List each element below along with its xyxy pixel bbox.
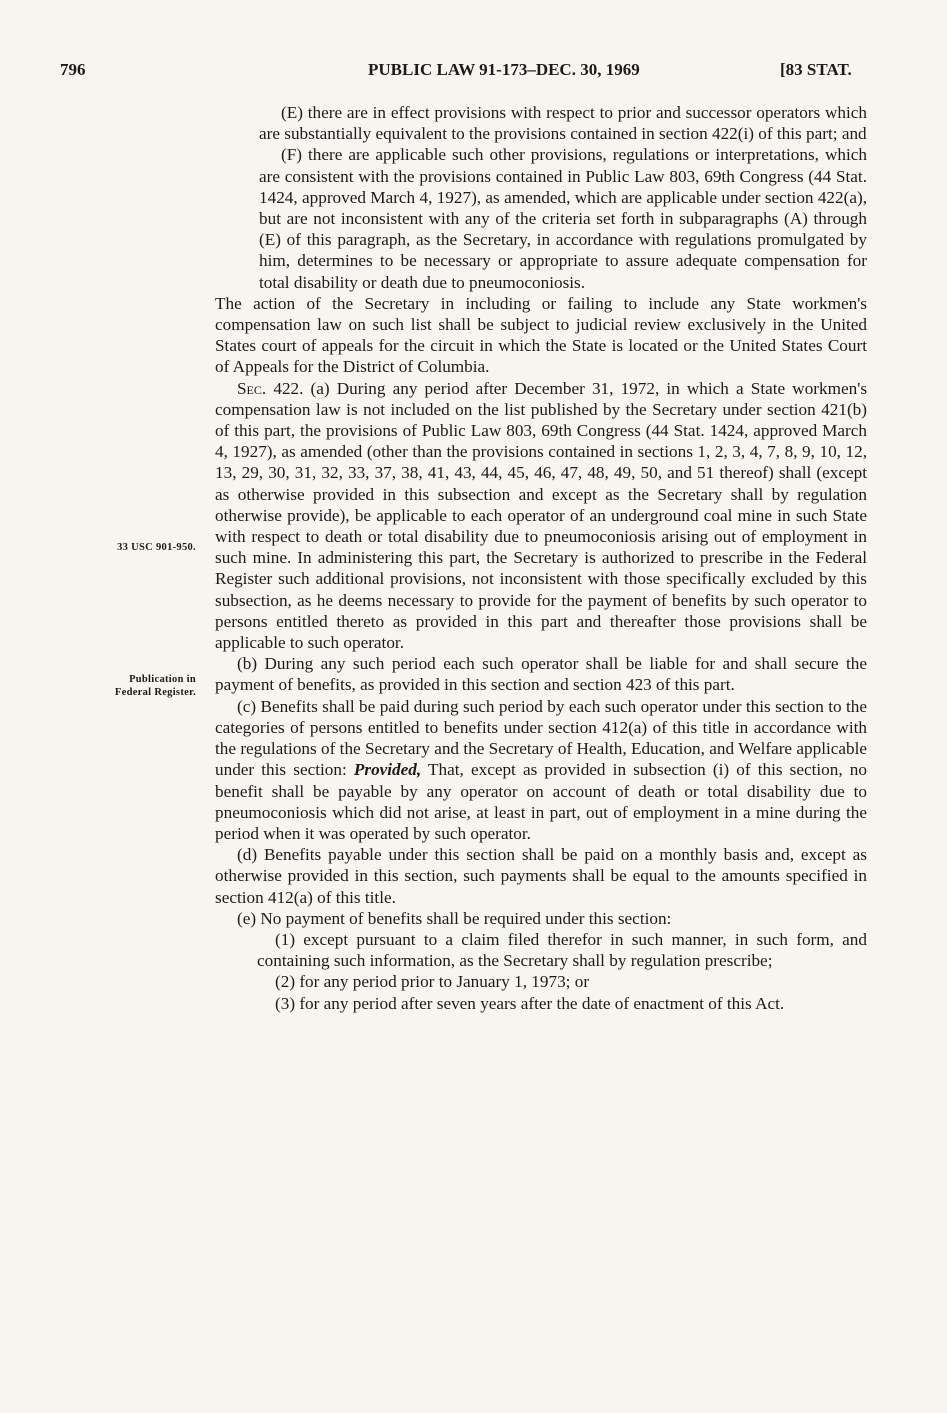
subsection-b: (b) During any such period each such operator shall be liable for and shall secure the payment of benefits, as provided in this section and section 423 of this part. <box>215 654 867 695</box>
subsection-e: (e) No payment of benefits shall be required under this section: <box>237 908 672 928</box>
page-header <box>0 60 947 84</box>
item-2: (2) for any period prior to January 1, 1973; or <box>275 972 590 992</box>
section-422a: Sec. 422. (a) During any period after December 31, 1972, in which a State workmen's compensation law is not included on the list published by the Secretary under section 421(b) of this part, the provisions of Public Law 803, 69th Congress (44 Stat. 1424, approved March 4, 1927), as amended (other than the provisions contained in sections 1, 2, 3, 4, 7, 8, 9, 10, 12, 13, 29, 30, 31, 32, 33, 37, 38, 41, 43, 44, 45, 46, 47, 48, 49, 50, and 51 thereof) shall (except as otherwise provided in this subsection and except as the Secretary shall by regulation otherwise provide), be applicable to each operator of an underground coal mine in such State with respect to death or total disability due to pneumoconiosis arising out of employment in such mine. In administering this part, the Secretary is authorized to prescribe in the Federal Register such additional provisions, not inconsistent with those specifically excluded by this subsection, as he deems necessary to provide for the payment of benefits by such operator to persons entitled thereto as provided in this part and thereafter those provisions shall be applicable to such operator. <box>215 378 868 653</box>
margin-note-publication: Publication in Federal Register. <box>114 674 196 698</box>
paragraph-e: (E) there are in effect provisions with respect to prior and successor operators which are substantially equivalent to the provisions contained in section 422(i) of this part; and <box>259 103 867 144</box>
page-number: 796 <box>60 60 86 79</box>
stat-reference: [83 STAT. <box>780 60 852 79</box>
action-paragraph: The action of the Secretary in including or failing to include any State workmen's compensation law on such list shall be subject to judicial review exclusively in the United States court of appeals for the circuit in which the State is located or the United States Court of Appeals for the District of Columbia. <box>215 293 867 377</box>
section-label: Sec. <box>237 378 267 398</box>
running-title: PUBLIC LAW 91-173–DEC. 30, 1969 <box>368 60 640 79</box>
item-3: (3) for any period after seven years after the date of enactment of this Act. <box>275 993 785 1013</box>
subsection-c: (c) Benefits shall be paid during such period by each such operator under this section to the categories of persons entitled to benefits under section 412(a) of this title in accordance with the regulations of the Secretary and the Secretary of Health, Education, and Welfare applicable under this section: Provided, That, except as provided in subsection (i) of this section, no benefit shall be payable by any operator on account of death or total disability due to pneumoconiosis which did not arise, at least in part, out of employment in a mine during the period when it was operated by such operator. <box>215 696 867 843</box>
document-body <box>215 102 867 1014</box>
paragraph-f: (F) there are applicable such other provisions, regulations or interpretations, which are consistent with the provisions contained in Public Law 803, 69th Congress (44 Stat. 1424, approved March 4, 1927), as amended, which are applicable under section 422(a), but are not inconsistent with any of the criteria set forth in subparagraphs (A) through (E) of this paragraph, as the Secretary, in accordance with regulations promulgated by him, determines to be necessary or appropriate to assure adequate compensation for total disability or death due to pneumoconiosis. <box>259 145 867 292</box>
item-1: (1) except pursuant to a claim filed therefor in such manner, in such form, and containing such information, as the Secretary shall by regulation prescribe; <box>257 929 867 971</box>
margin-note-usc: 33 USC 901-950. <box>117 542 196 553</box>
subsection-d: (d) Benefits payable under this section shall be paid on a monthly basis and, except as otherwise provided in this section, such payments shall be equal to the amounts specified in section 412(a) of this title. <box>215 845 867 907</box>
